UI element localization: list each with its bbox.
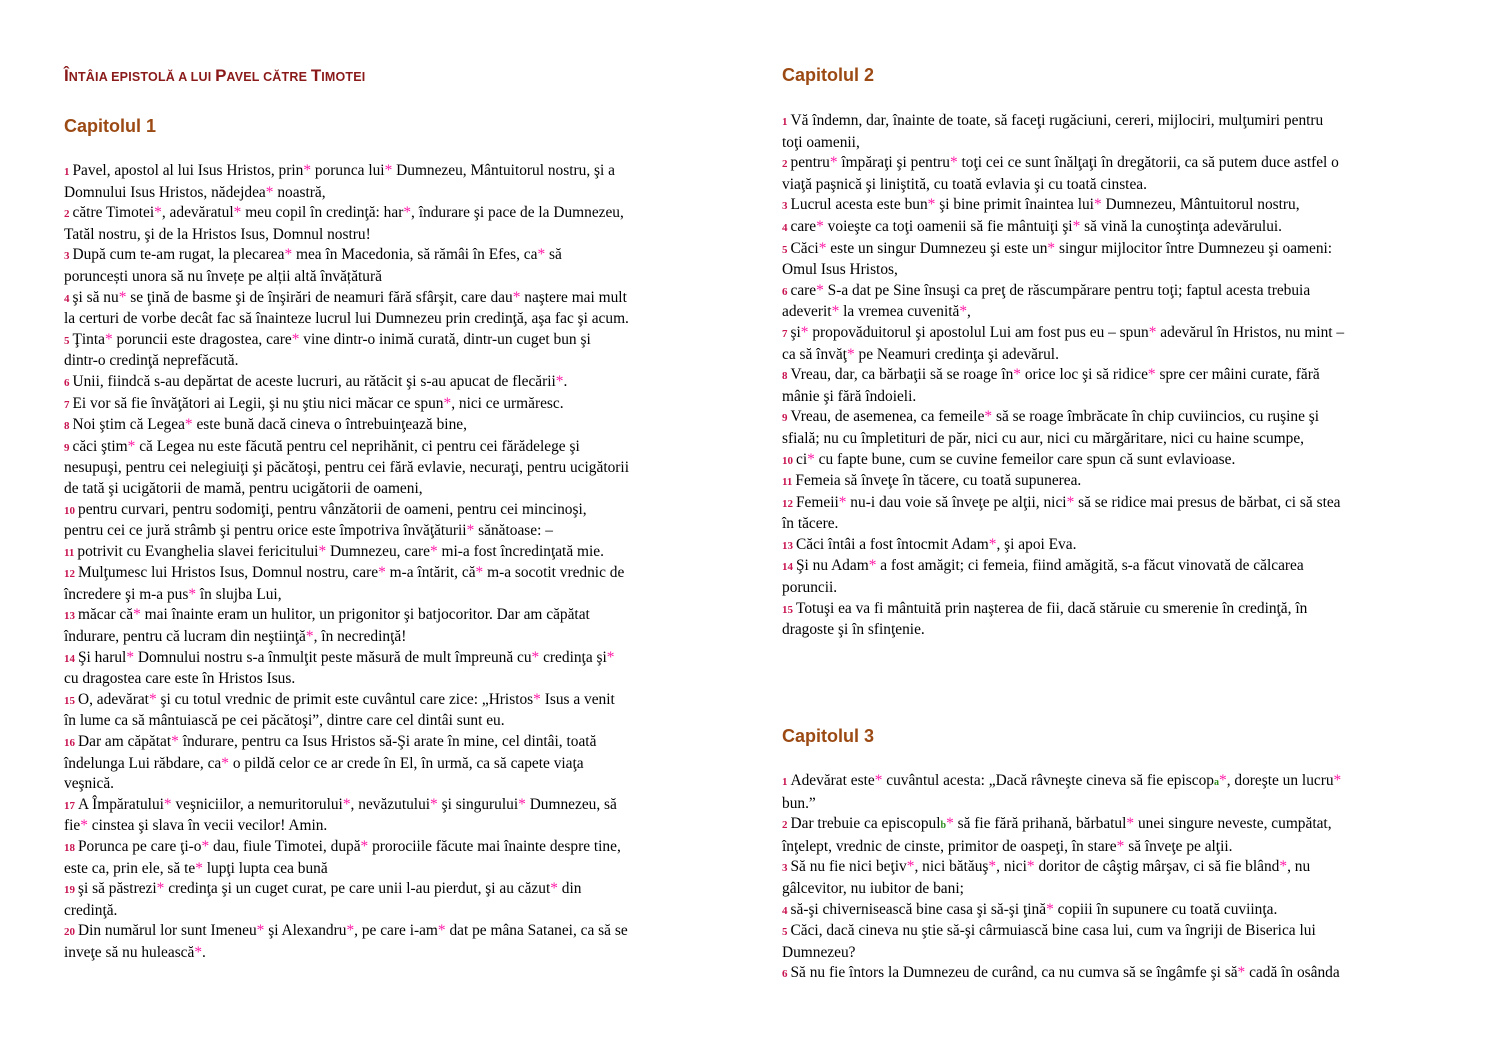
verse-text: Lucrul acesta este bun* şi bine primit înaintea lui* Dumnezeu, Mântuitorul nostru,	[790, 196, 1300, 214]
verse-number: 8	[782, 370, 788, 383]
cross-reference-marker[interactable]: *	[1093, 196, 1102, 214]
verse-number: 3	[782, 200, 788, 213]
cross-reference-marker[interactable]: *	[1126, 815, 1135, 833]
cross-reference-marker[interactable]: *	[1066, 493, 1075, 511]
cross-reference-marker[interactable]: *	[606, 648, 615, 666]
verse	[782, 599, 1344, 641]
verse-number: 6	[782, 968, 788, 981]
cross-reference-marker[interactable]: *	[466, 522, 475, 540]
verse-number: 12	[64, 568, 75, 581]
cross-reference-marker[interactable]: *	[988, 858, 997, 876]
verse	[782, 217, 1344, 239]
verse-number: 20	[64, 926, 75, 939]
verse-text: Pavel, apostol al lui Isus Hristos, prin* porunca lui* Dumnezeu, Mântuitorul nostru, şi a Domnului Isus Hristos, nădejdea* noastră,	[64, 162, 615, 201]
verse-text: pentru* împăraţi şi pentru* toţi cei ce sunt înălţaţi în dregătorii, ca să putem duce astfel o viaţă paşnică şi liniştită, cu toată evlavia şi cu toată cinstea.	[782, 154, 1339, 193]
verse-number: 1	[782, 776, 788, 788]
chapter-2-heading: Capitolul 2	[782, 65, 875, 85]
cross-reference-marker[interactable]: *	[1333, 772, 1342, 789]
cross-reference-marker[interactable]: *	[927, 196, 936, 214]
verse-text: Şi nu Adam* a fost amăgit; ci femeia, fiind amăgită, s-a făcut vinovată de călcarea poruncii.	[782, 557, 1304, 597]
cross-reference-marker[interactable]: *	[831, 303, 840, 321]
book-title-part: T	[310, 66, 322, 85]
verse-number: 7	[782, 327, 788, 340]
verse	[782, 814, 1341, 857]
verse	[782, 556, 1344, 598]
verse-number: 9	[782, 412, 788, 425]
verse-text: potrivit cu Evanghelia slavei fericitului* Dumnezeu, care* mi-a fost încredinţată mie.	[77, 542, 604, 560]
cross-reference-marker[interactable]: *	[906, 858, 915, 876]
verse	[64, 879, 629, 921]
cross-reference-marker[interactable]: *	[126, 648, 135, 666]
verse	[64, 690, 629, 732]
verse-text: Totuşi ea va fi mântuită prin naşterea de fii, dacă stăruie cu smerenie în credinţă, în dragoste şi în sfinţenie.	[782, 599, 1308, 639]
verse-number: 6	[782, 285, 788, 298]
cross-reference-marker[interactable]: *	[342, 795, 351, 813]
verse-number: 14	[64, 652, 75, 665]
cross-reference-marker[interactable]: *	[233, 204, 242, 222]
verse	[64, 372, 629, 394]
verse-text: Vreau, dar, ca bărbaţii să se roage în* orice loc şi să ridice* spre cer mâini curate, fără mânie şi fără îndoieli.	[782, 366, 1320, 405]
cross-reference-marker[interactable]: *	[1026, 858, 1035, 876]
cross-reference-marker[interactable]: *	[838, 493, 847, 511]
verse-text: Să nu fie nici beţiv*, nici bătăuş*, nici* doritor de câştig mârşav, ci să fie blând*, nu gâlcevitor, nu iubitor de bani;	[782, 858, 1311, 897]
verse-text: pentru curvari, pentru sodomiţi, pentru vânzătorii de oameni, pentru cei mincinoşi, pentru cei ce jură strâmb şi pentru orice este împotriva învăţăturii* sănătoase: –	[64, 500, 587, 540]
verse-text: A Împăratului* veşniciilor, a nemuritorului*, nevăzutului* şi singurului* Dumnezeu, să fie* cinstea şi slava în vecii vecilor! Amin.	[64, 795, 617, 835]
verse	[782, 323, 1344, 365]
verse-number: 7	[64, 398, 70, 411]
verse-text: Adevărat este* cuvântul acesta: „Dacă râvneşte cineva să fie episcopa*, doreşte un lucru* bun.”	[782, 772, 1342, 812]
cross-reference-marker[interactable]: *	[959, 303, 968, 321]
footnote-marker[interactable]: a	[1213, 777, 1219, 788]
verse-text: Ei vor să fie învăţători ai Legii, şi nu ştiu nici măcar ce spun*, nici ce urmăresc.	[72, 394, 564, 412]
cross-reference-marker[interactable]: *	[104, 330, 113, 348]
verse	[64, 500, 629, 542]
cross-reference-marker[interactable]: *	[555, 372, 564, 390]
chapter-3-verses	[782, 771, 1341, 985]
cross-reference-marker[interactable]: *	[184, 416, 193, 434]
verse-number: 2	[64, 208, 70, 221]
verse	[64, 732, 629, 795]
verse-number: 19	[64, 884, 75, 897]
cross-reference-marker[interactable]: *	[1279, 858, 1288, 876]
cross-reference-marker[interactable]: *	[533, 690, 541, 708]
cross-reference-marker[interactable]: *	[429, 542, 438, 560]
verse-number: 1	[64, 166, 70, 178]
cross-reference-marker[interactable]: *	[874, 772, 883, 789]
verse	[64, 203, 629, 245]
cross-reference-marker[interactable]: *	[550, 880, 558, 898]
chapter-1-heading: Capitolul 1	[64, 116, 157, 136]
verse	[782, 239, 1344, 281]
verse-number: 14	[782, 561, 793, 574]
cross-reference-marker[interactable]: *	[475, 564, 484, 582]
cross-reference-marker[interactable]: *	[201, 838, 210, 855]
verse-number: 12	[782, 497, 793, 510]
verse	[782, 535, 1344, 557]
cross-reference-marker[interactable]: *	[816, 217, 824, 235]
verse-number: 2	[782, 819, 788, 832]
book-title-part: IMOTEI	[321, 70, 366, 84]
verse	[782, 493, 1344, 535]
book-title	[64, 66, 365, 86]
verse	[64, 288, 629, 330]
cross-reference-marker[interactable]: *	[133, 606, 141, 624]
verse-text: ci* cu fapte bune, cum se cuvine femeilor care spun că sunt evlavioase.	[796, 450, 1236, 468]
verse	[64, 394, 629, 416]
verse-number: 8	[64, 420, 70, 433]
cross-reference-marker[interactable]: *	[148, 690, 157, 708]
verse-number: 3	[64, 250, 70, 263]
verse	[782, 153, 1344, 195]
book-title-part: P	[215, 66, 227, 85]
verse-text: Căci* este un singur Dumnezeu şi este un* singur mijlocitor între Dumnezeu şi oameni: Omul Isus Hristos,	[782, 239, 1333, 279]
book-title-part: AVEL CĂTRE	[226, 70, 311, 84]
cross-reference-marker[interactable]: *	[118, 288, 127, 306]
verse	[782, 471, 1344, 493]
cross-reference-marker[interactable]: *	[188, 585, 197, 603]
cross-reference-marker[interactable]: *	[154, 204, 162, 222]
verse-number: 16	[64, 737, 75, 750]
verse-text: care* S-a dat pe Sine însuşi ca preţ de răscumpărare pentru toţi; faptul acesta trebuia adeverit* la vremea cuvenită*,	[782, 281, 1311, 321]
cross-reference-marker[interactable]: *	[1147, 366, 1156, 384]
cross-reference-marker[interactable]: *	[265, 183, 274, 201]
verse	[64, 795, 629, 837]
verse	[64, 245, 629, 287]
verse-number: 3	[782, 862, 788, 875]
verse-number: 1	[782, 116, 788, 128]
cross-reference-marker[interactable]: *	[318, 542, 327, 560]
verse-text: Noi ştim că Legea* este bună dacă cineva o întrebuinţează bine,	[72, 416, 467, 434]
cross-reference-marker[interactable]: *	[194, 943, 203, 961]
verse-number: 18	[64, 842, 75, 854]
verse-text: care* voieşte ca toţi oamenii să fie mântuiţi şi* să vină la cunoştinţa adevărului.	[790, 217, 1283, 235]
verse-text: O, adevărat* şi cu totul vrednic de primit este cuvântul care zice: „Hristos* Isus a venit în lume ca să mântuiască pe cei păcătoşi”, dintre care cel dintâi sunt eu.	[64, 690, 615, 730]
chapter-1-verses	[64, 161, 629, 964]
cross-reference-marker[interactable]: *	[430, 795, 438, 813]
cross-reference-marker[interactable]: *	[437, 922, 446, 940]
verse-number: 4	[64, 292, 70, 305]
verse	[782, 407, 1344, 449]
verse	[782, 195, 1344, 217]
cross-reference-marker[interactable]: *	[1218, 772, 1227, 789]
verse	[64, 837, 629, 879]
verse-number: 6	[64, 376, 70, 389]
verse	[64, 415, 629, 437]
footnote-marker[interactable]: b	[940, 820, 947, 832]
cross-reference-marker[interactable]: *	[946, 815, 954, 833]
cross-reference-marker[interactable]: *	[1013, 366, 1021, 384]
cross-reference-marker[interactable]: *	[1237, 964, 1246, 982]
cross-reference-marker[interactable]: *	[531, 648, 540, 666]
cross-reference-marker[interactable]: *	[256, 922, 265, 940]
verse-text: Porunca pe care ţi-o* dau, fiule Timotei, după* prorociile făcute mai înainte despre tine, este ca, prin ele, să te* lupţi lupta cea bună	[64, 838, 621, 877]
verse	[64, 563, 629, 605]
cross-reference-marker[interactable]: *	[221, 754, 229, 772]
cross-reference-marker[interactable]: *	[949, 154, 958, 172]
cross-reference-marker[interactable]: *	[829, 154, 838, 172]
verse-number: 5	[782, 926, 788, 939]
verse-text: căci ştim* că Legea nu este făcută pentru cel neprihănit, ci pentru cei fărădelege şi nesupuşi, pentru cei nelegiuiţi şi păcătoşi, pentru cei fără evlavie, necuraţi, pentru ucigătorii de tată şi ucigătorii de mamă, pentru ucigătorii de oameni,	[64, 437, 629, 497]
verse-number: 4	[782, 904, 788, 917]
cross-reference-marker[interactable]: *	[195, 859, 203, 877]
cross-reference-marker[interactable]: *	[984, 408, 993, 426]
verse-text: Vreau, de asemenea, ca femeile* să se roage îmbrăcate în chip cuviincios, cu ruşine şi sfială; nu cu împletituri de păr, nici cu aur, nici cu mărgăritare, nici cu haine scumpe,	[782, 408, 1320, 447]
verse-text: să-şi chivernisească bine casa şi să-şi ţină* copiii în supunere cu toată cuviinţa.	[790, 900, 1278, 918]
verse-text: şi* propovăduitorul şi apostolul Lui am fost pus eu – spun* adevărul în Hristos, nu mint – ca să învăţ* pe Neamuri credinţa şi adevărul.	[782, 323, 1345, 363]
cross-reference-marker[interactable]: *	[291, 330, 300, 348]
cross-reference-marker[interactable]: *	[403, 204, 412, 222]
verse-number: 9	[64, 441, 70, 454]
verse-text: către Timotei*, adevăratul* meu copil în credinţă: har*, îndurare şi pace de la Dumnezeu, Tatăl nostru, şi de la Hristos Isus, Domnul nostru!	[64, 204, 624, 243]
verse-number: 5	[64, 334, 70, 347]
verse-text: Căci întâi a fost întocmit Adam*, şi apoi Eva.	[796, 535, 1077, 553]
verse-text: Din numărul lor sunt Imeneu* şi Alexandru*, pe care i-am* dat pe mâna Satanei, ca să se inveţe să nu hulească*.	[64, 922, 628, 961]
verse	[64, 605, 629, 647]
verse	[782, 857, 1341, 899]
verse-number: 2	[782, 158, 788, 171]
verse-text: Unii, fiindcă s-au depărtat de aceste lucruri, au rătăcit şi s-au apucat de flecării*.	[72, 372, 568, 390]
verse-number: 13	[64, 610, 75, 623]
cross-reference-marker[interactable]: *	[305, 628, 314, 646]
verse-text: După cum te-am rugat, la plecarea* mea în Macedonia, să rămâi în Efes, ca* să poruncești unora să nu învețe pe alții altă învățătură	[64, 246, 562, 285]
verse-number: 4	[782, 221, 788, 234]
verse-number: 5	[782, 243, 788, 256]
cross-reference-marker[interactable]: *	[1148, 323, 1157, 341]
verse	[782, 900, 1341, 922]
chapter-2-verses	[782, 111, 1344, 641]
cross-reference-marker[interactable]: *	[868, 557, 877, 575]
verse-text: Femeia să înveţe în tăcere, cu toată supunerea.	[795, 472, 1082, 490]
verse	[782, 771, 1341, 814]
cross-reference-marker[interactable]: *	[1047, 239, 1056, 257]
cross-reference-marker[interactable]: *	[537, 246, 546, 264]
book-title-part: NTÂIA EPISTOLĂ A LUI	[68, 70, 216, 84]
verse-number: 11	[64, 546, 75, 559]
cross-reference-marker[interactable]: *	[127, 437, 136, 455]
verse-number: 10	[64, 504, 75, 517]
cross-reference-marker[interactable]: *	[284, 246, 293, 264]
cross-reference-marker[interactable]: *	[360, 838, 369, 855]
verse	[782, 281, 1344, 323]
chapter-3-heading: Capitolul 3	[782, 726, 875, 746]
verse	[782, 963, 1341, 985]
cross-reference-marker[interactable]: *	[346, 922, 355, 940]
cross-reference-marker[interactable]: *	[1072, 217, 1081, 235]
verse-text: Dar trebuie ca episcopulb* să fie fără prihană, bărbatul* unei singure neveste, cumpătat, înţelept, vrednic de cinste, primitor de oaspeţi, în stare* să înveţe pe alţii.	[782, 815, 1332, 855]
verse-text: Mulţumesc lui Hristos Isus, Domnul nostru, care* m-a întărit, că* m-a socotit vrednic de încredere şi m-a pus* în slujba Lui,	[64, 564, 625, 603]
cross-reference-marker[interactable]: *	[171, 733, 179, 751]
cross-reference-marker[interactable]: *	[512, 288, 521, 306]
verse-text: Dar am căpătat* îndurare, pentru ca Isus Hristos să-Şi arate în mine, cel dintâi, toată îndelunga Lui răbdare, ca* o pildă celor ce ar crede în El, în urmă, ca să capete viaţa veşnică.	[64, 733, 597, 793]
verse-text: Căci, dacă cineva nu ştie să-şi cârmuiască bine casa lui, cum va îngriji de Biserica lui Dumnezeu?	[782, 922, 1316, 961]
verse-number: 17	[64, 799, 75, 812]
verse-text: Şi harul* Domnului nostru s-a înmulţit peste măsură de mult împreună cu* credinţa şi* cu dragostea care este în Hristos Isus.	[64, 648, 615, 688]
verse	[64, 161, 629, 203]
cross-reference-marker[interactable]: *	[1046, 900, 1054, 918]
cross-reference-marker[interactable]: *	[443, 394, 452, 412]
cross-reference-marker[interactable]: *	[384, 162, 393, 179]
verse	[64, 330, 629, 372]
cross-reference-marker[interactable]: *	[807, 450, 815, 468]
cross-reference-marker[interactable]: *	[816, 281, 824, 299]
cross-reference-marker[interactable]: *	[800, 323, 809, 341]
cross-reference-marker[interactable]: *	[378, 564, 386, 582]
verse-text: Femeii* nu-i dau voie să înveţe pe alţii, nici* să se ridice mai presus de bărbat, ci să stea în tăcere.	[782, 493, 1341, 533]
verse	[64, 542, 629, 564]
verse-number: 13	[782, 539, 793, 552]
verse	[782, 921, 1341, 963]
verse	[782, 365, 1344, 407]
verse-text: şi să păstrezi* credinţa şi un cuget curat, pe care unii l-au pierdut, şi au căzut* din credinţă.	[64, 880, 582, 919]
verse-text: Să nu fie întors la Dumnezeu de curând, ca nu cumva să se îngâmfe şi să* cadă în osânda	[790, 964, 1340, 982]
book-title-part: Î	[64, 66, 69, 85]
cross-reference-marker[interactable]: *	[156, 880, 165, 898]
verse	[64, 648, 629, 690]
verse-text: Ţinta* poruncii este dragostea, care* vine dintr-o inimă curată, dintr-un cuget bun şi dintr-o credinţă neprefăcută.	[64, 330, 591, 370]
cross-reference-marker[interactable]: *	[163, 795, 172, 813]
cross-reference-marker[interactable]: *	[80, 817, 88, 835]
cross-reference-marker[interactable]: *	[818, 239, 827, 257]
verse-text: şi să nu* se ţină de basme şi de înşirări de neamuri fără sfârşit, care dau* naştere mai mult la certuri de vorbe decât fac să înainteze lucrul lui Dumnezeu prin credinţă, aşa fac şi acum.	[64, 288, 629, 328]
verse-number: 11	[782, 476, 793, 489]
cross-reference-marker[interactable]: *	[1116, 837, 1125, 855]
cross-reference-marker[interactable]: *	[988, 535, 997, 553]
cross-reference-marker[interactable]: *	[303, 162, 312, 179]
verse-number: 10	[782, 454, 793, 467]
verse-number: 15	[782, 603, 793, 616]
verse-text: măcar că* mai înainte eram un hulitor, un prigonitor şi batjocoritor. Dar am căpătat îndurare, pentru că lucram din neştiinţă*, în necredinţă!	[64, 606, 590, 646]
verse	[64, 921, 629, 963]
verse-number: 15	[64, 694, 75, 707]
cross-reference-marker[interactable]: *	[846, 345, 855, 363]
cross-reference-marker[interactable]: *	[518, 795, 526, 813]
verse	[782, 111, 1344, 153]
verse	[782, 450, 1344, 472]
verse	[64, 437, 629, 500]
verse-text: Vă îndemn, dar, înainte de toate, să faceţi rugăciuni, cereri, mijlociri, mulţumiri pentru toţi oamenii,	[782, 112, 1324, 151]
